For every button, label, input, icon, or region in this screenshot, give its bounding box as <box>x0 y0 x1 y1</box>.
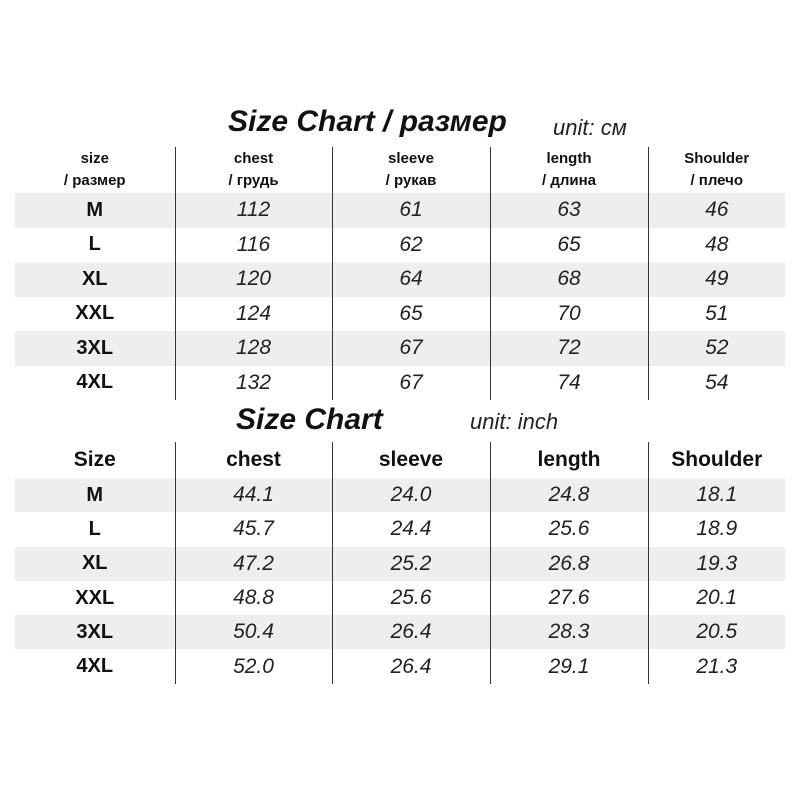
cell-shoulder: 51 <box>648 297 785 332</box>
inch-title-row <box>0 403 800 443</box>
cell-sleeve: 67 <box>332 366 490 401</box>
cell-size: 4XL <box>76 371 114 394</box>
cell-shoulder: 54 <box>648 366 785 401</box>
table-row <box>15 581 785 615</box>
cell-sleeve: 25.2 <box>332 547 490 581</box>
table-header-row <box>15 147 785 193</box>
table-row <box>15 331 785 366</box>
header-shoulder: Shoulder / плечо <box>648 147 785 193</box>
cell-length: 28.3 <box>490 615 648 649</box>
inch-unit-label: unit: inch <box>470 409 559 434</box>
header-size: Size <box>73 448 116 471</box>
cell-shoulder: 49 <box>648 262 785 297</box>
cell-sleeve: 26.4 <box>332 649 490 683</box>
table-row <box>15 547 785 581</box>
cell-length: 24.8 <box>490 478 648 512</box>
cell-chest: 124 <box>175 297 332 332</box>
cell-length: 25.6 <box>490 512 648 546</box>
table-row <box>15 193 785 228</box>
cell-sleeve: 65 <box>332 297 490 332</box>
cell-chest: 132 <box>175 366 332 401</box>
cell-sleeve: 67 <box>332 331 490 366</box>
inch-chart-title: Size Chart <box>236 403 383 436</box>
table-row <box>15 366 785 401</box>
cm-chart-title: Size Chart / размер <box>228 105 507 138</box>
cell-size: XL <box>15 262 175 297</box>
cell-sleeve: 64 <box>332 262 490 297</box>
header-chest: chest / грудь <box>175 147 332 193</box>
cell-chest: 48.8 <box>175 581 332 615</box>
cell-length: 74 <box>490 366 648 401</box>
cell-size: 3XL <box>15 331 175 366</box>
table-row <box>15 478 785 512</box>
cell-shoulder: 20.1 <box>648 581 785 615</box>
table-row <box>15 649 785 683</box>
table-header-row <box>15 442 785 478</box>
cell-sleeve: 25.6 <box>332 581 490 615</box>
cell-length: 63 <box>490 193 648 228</box>
cell-shoulder: 20.5 <box>648 615 785 649</box>
cell-chest: 44.1 <box>175 478 332 512</box>
cell-size: L <box>88 233 101 256</box>
cell-sleeve: 61 <box>332 193 490 228</box>
table-row <box>15 228 785 263</box>
cell-chest: 116 <box>175 228 332 263</box>
cell-length: 70 <box>490 297 648 332</box>
cell-chest: 52.0 <box>175 649 332 683</box>
header-sleeve: sleeve <box>332 442 490 478</box>
cell-length: 65 <box>490 228 648 263</box>
cell-shoulder: 21.3 <box>648 649 785 683</box>
header-sleeve: sleeve / рукав <box>332 147 490 193</box>
cell-shoulder: 52 <box>648 331 785 366</box>
cell-chest: 50.4 <box>175 615 332 649</box>
cm-title-row <box>0 105 800 145</box>
cm-table-body <box>15 193 785 400</box>
cell-length: 26.8 <box>490 547 648 581</box>
header-size: size / размер <box>63 150 126 189</box>
cell-sleeve: 62 <box>332 228 490 263</box>
cell-shoulder: 19.3 <box>648 547 785 581</box>
cell-length: 68 <box>490 262 648 297</box>
header-chest: chest <box>175 442 332 478</box>
cell-chest: 112 <box>175 193 332 228</box>
table-row <box>15 512 785 546</box>
header-length: length / длина <box>490 147 648 193</box>
cell-chest: 45.7 <box>175 512 332 546</box>
table-row <box>15 262 785 297</box>
cell-chest: 120 <box>175 262 332 297</box>
cell-length: 72 <box>490 331 648 366</box>
header-shoulder: Shoulder <box>648 442 785 478</box>
cell-size: 4XL <box>76 655 114 678</box>
cell-sleeve: 24.0 <box>332 478 490 512</box>
cm-unit-label: unit: см <box>553 115 627 140</box>
cell-size: XL <box>15 547 175 581</box>
table-row <box>15 297 785 332</box>
cell-shoulder: 18.9 <box>648 512 785 546</box>
cell-chest: 128 <box>175 331 332 366</box>
cell-length: 29.1 <box>490 649 648 683</box>
inch-size-table <box>15 442 785 684</box>
cell-size: M <box>15 478 175 512</box>
cell-shoulder: 46 <box>648 193 785 228</box>
cell-sleeve: 24.4 <box>332 512 490 546</box>
cell-size: XXL <box>75 586 115 609</box>
cell-size: XXL <box>75 302 115 325</box>
cell-length: 27.6 <box>490 581 648 615</box>
cm-size-table <box>15 147 785 400</box>
cell-size: L <box>88 517 101 540</box>
cell-shoulder: 18.1 <box>648 478 785 512</box>
cell-chest: 47.2 <box>175 547 332 581</box>
cell-size: 3XL <box>15 615 175 649</box>
header-length: length <box>490 442 648 478</box>
table-row <box>15 615 785 649</box>
inch-table-body <box>15 478 785 684</box>
cell-sleeve: 26.4 <box>332 615 490 649</box>
cell-size: M <box>15 193 175 228</box>
cell-shoulder: 48 <box>648 228 785 263</box>
